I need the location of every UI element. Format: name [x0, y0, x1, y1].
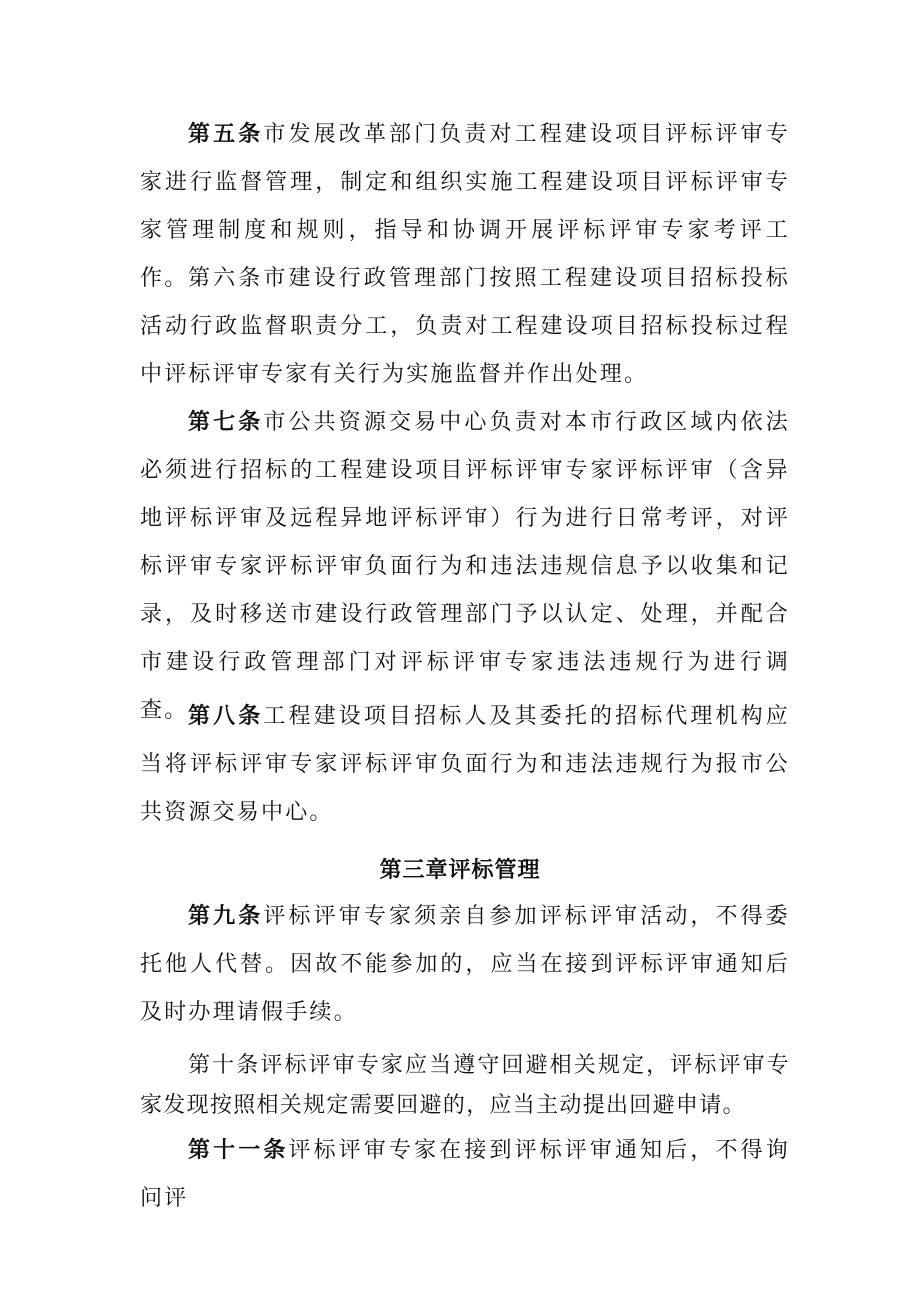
article-text: 评标评审专家须亲自参加评标评审活动，不得委托他人代替。因故不能参加的，应当在接到评标评审通知后及时办理请假手续。	[140, 904, 791, 1025]
article-number: 第八条	[188, 704, 264, 729]
article-text: 第六条市建设行政管理部门按照工程建设项目招标投标活动行政监督职责分工，负责对工程建设项目招标投标过程中评标评审专家有关行为实施监督并作出处理。	[140, 266, 790, 387]
article-text: 市发展改革部门负责对工程建设项目评标评审专家进行监督管理，制定和组织实施工程建设项目评标评审专家管理制度和规则，指导和协调开展评标评审专家考评工作。	[140, 122, 791, 291]
paragraph-article-7	[140, 399, 790, 735]
article-number: 第五条	[188, 122, 264, 147]
paragraph-article-9	[140, 893, 790, 1037]
paragraph-article-11	[140, 1127, 790, 1223]
article-number: 第十一条	[188, 1138, 289, 1163]
article-number: 第九条	[188, 904, 264, 929]
paragraph-article-10	[140, 1046, 790, 1126]
article-text: 工程建设项目招标人及其委托的招标代理机构应当将评标评审专家评标评审负面行为和违法违规行为报市公共资源交易中心。	[140, 704, 791, 825]
article-text: 第十条评标评审专家应当遵守回避相关规定，评标评审专家发现按照相关规定需要回避的，应当主动提出回避申请。	[140, 1053, 790, 1118]
article-text: 评标评审专家在接到评标评审通知后，不得询问评	[140, 1138, 790, 1211]
chapter-title: 第三章评标管理	[379, 858, 541, 883]
paragraph-article-6	[140, 255, 790, 399]
article-text: 市公共资源交易中心负责对本市行政区域内依法必须进行招标的工程建设项目评标评审专家评标评审（含异地评标评审及远程异地评标评审）行为进行日常考评，对评标评审专家评标评审负面行为和违法违规信息予以收集和记录，及时移送市建设行政管理部门予以认定、处理，并配合市建设行政管理部门对评标评审专家违法违规行为进行调查。	[140, 410, 791, 723]
article-number: 第七条	[188, 410, 264, 435]
paragraph-article-8	[140, 693, 790, 837]
